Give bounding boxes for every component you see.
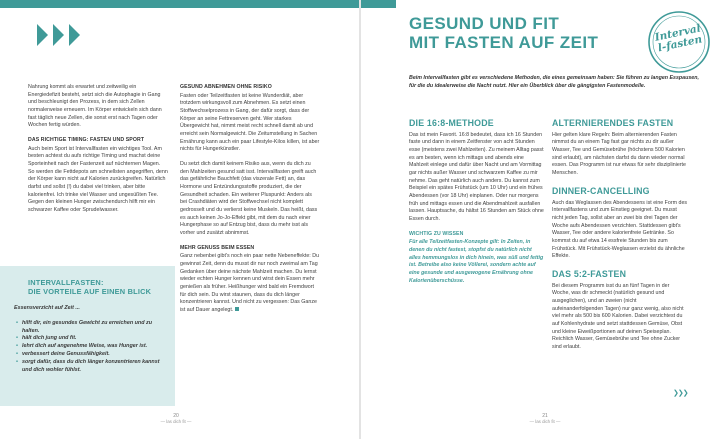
continue-arrows-icon: ❯❯❯: [673, 390, 688, 397]
right-page-number: 21: [542, 413, 548, 419]
dinner-cancelling-heading: DINNER-CANCELLING: [552, 185, 650, 196]
fasten-5-2-paragraph: Bei diesem Programm isst du an fünf Tagen in der Woche, was dir schmeckt (natürlich gesund und ausgeglichen), und an zweien (nicht aufeinanderfolgenden Tagen) nur ganz wenig, also nicht viel mehr als 500 bis 600 Kalorien. Dabei verzichtest du auf Kohlenhydrate und setzt stattdessen Gemüse, Obst und kleine Eiweißportionen auf deinen Speiseplan. Reichlich Wasser, Gemüsebrühe und Tee ohne Zucker sind erlaubt.: [552, 282, 684, 351]
right-top-bar: [361, 0, 396, 8]
benefit-item: • hält dich jung und fit.: [14, 335, 166, 343]
wichtig-paragraph: Für alle Teilzeitfasten-Konzepte gilt: In Zeiten, in denen du nicht fastest, stopfst du natürlich nicht alles hemmungslos in dich hinein, was süß und fettig ist. Betreibe also keine Völlerei, sondern achte auf eine gesunde und ausgewogene Ernährung ohne Kalorienüberschüsse.: [409, 239, 544, 284]
left-page-number: 20: [173, 413, 179, 419]
left-intro-paragraph: Nahrung kommt als erwartet und zeitweilig ein Energiedefizit besteht, setzt sich die Autophagie in Gang und beschleunigt den Prozess, in dem sich Zellen normalerweise erneuern. Im Körper entwickeln sich dann fast täglich neue Zellen, die sonst erst nach Tagen oder Wochen fertig würden.: [28, 84, 162, 129]
intervallfasten-stamp: [646, 9, 712, 75]
page-gutter: [359, 0, 361, 439]
right-footer: [525, 413, 565, 424]
mehr-genuss-heading: MEHR GENUSS BEIM ESSEN: [180, 244, 255, 251]
gesund-abnehmen-heading: GESUND ABNEHMEN OHNE RISIKO: [180, 84, 272, 90]
wichtig-heading: WICHTIG ZU WISSEN: [409, 230, 464, 237]
left-running-footer: — las dich fit —: [160, 419, 192, 424]
mehr-genuss-paragraph: Ganz nebenbei gibt's noch ein paar nette Nebeneffekte: Du gewinnst Zeit, denn du musst dir nur noch zweimal am Tag Gedanken über deine nächste Mahlzeit machen. Du lernst wieder echten Hunger kennen und wirst dein Essen mehr genießen als früher. Heißhunger wird bald ein Fremdwort für dich sein. Du wirst staunen, dass du dich länger konzentrieren kannst. Und nicht zu vergessen: Das Ganze ist auf Dauer angelegt.: [180, 253, 320, 313]
left-top-bar: [0, 0, 359, 8]
alternierendes-fasten-paragraph: Hier gelten klare Regeln: Beim alternierenden Fasten nimmst du an einem Tag fast gar nichts zu dir außer Wasser, Tee und Gemüsebrühe (höchstens 500 Kalorien sind erlaubt), am nächsten darfst du dann wieder normal essen. Das Programm ist nur etwas für sehr disziplinierte Menschen.: [552, 131, 686, 177]
benefits-box-title: INTERVALLFASTEN: DIE VORTEILE AUF EINEN BLICK: [28, 278, 152, 296]
benefit-item: • lehrt dich auf angenehme Weise, was Hunger ist.: [14, 343, 166, 351]
benefit-item: • verbessert deine Genussfähigkeit.: [14, 351, 166, 359]
gesund-abnehmen-paragraph-2: Du setzt dich damit keinem Risiko aus, wenn du dich zu den Mahlzeiten gesund satt isst. Intervallfasten greift auch das gefährliche Bauchfett (das viszerale Fett) an, das Hormone und Entzündungsstoffe produziert, die der Gesundheit schaden. Ein weiterer Pluspunkt: Anders als bei Crashdiäten wird der Stoffwechsel nicht komplett gedrosselt und du verlierst keine Muskeln. Das heißt, dass es auch keinen Jo-Jo-Effekt gibt, mit dem du nach einer Hungerphase so auf Entzug bist, dass du mehr isst als vorher und zusätzt abnimmst.: [180, 160, 318, 236]
stamp-text: Intervall-fasten: [653, 22, 704, 55]
left-column-1: [28, 84, 168, 222]
benefit-item: • hilft dir, ein gesundes Gewicht zu erreichen und zu halten.: [14, 320, 166, 336]
right-column-2: [552, 117, 688, 359]
alternierendes-fasten-heading: ALTERNIERENDES FASTEN: [552, 118, 674, 128]
right-running-footer: — las dich fit —: [529, 419, 561, 424]
method-16-8-heading: DIE 16:8-METHODE: [409, 118, 494, 128]
gesund-abnehmen-paragraph-1: Fasten oder Teilzeitfasten ist keine Wunderdiät, aber trotzdem wirkungsvoll zum Abnehmen. Es setzt einen Stoffwechselprozess in Gang, der dafür sorgt, dass der Körper an seine Fettreserven geht. Wer starkes Übergewicht hat, nimmt meist recht schnell damit ab und erreicht sein Normalgewicht. Die Zeitumstellung in Sachen Ernährung kann auch ein paar Lifestyle-Kilos killen, ist aber nichts für Hungerkünstler.: [180, 92, 320, 153]
right-intro: Beim Intervallfasten gibt es verschiedene Methoden, die eines gemeinsam haben: Sie führen zu langen Esspausen, für die du idealerweise die Nacht nutzt. Hier ein Überblick über die gängigsten Fastenmodelle.: [409, 75, 699, 89]
timing-paragraph: Auch beim Sport ist Intervallfasten ein wichtiges Tool. Am besten achtest du aufs richtige Timing und machst deine Sporteinheit nach der Fastenzeit auf nüchternen Magen. So werden die Fettdepots am schnellsten angegriffen, denn der Körper kann nicht auf Kalorien zurückgreifen. Natürlich darfst und sollst (!) du dabei viel trinken, aber bitte kalorienfrei. Ich trinke viel Wasser und ungesüßten Tee. Gegen den kleinen Hunger zwischendurch hilft mir ein schwarzer Kaffee oder Sprudelwasser.: [28, 145, 168, 213]
dinner-cancelling-paragraph: Auch das Weglassen des Abendessens ist eine Form des Intervallfastens und zum Einstieg geeignet. Du musst nicht jeden Tag, sollst aber an zwei bis drei Tagen der Woche aufs Abendessen verzichten. Stattdessen gibt's Wasser, Tee oder andere kalorienfreie Getränke. So kommst du auf etwa 14 essfreie Stunden bis zum Frühstück. Mit Frühstück-Weglassen erzielst du ähnliche Effekte.: [552, 199, 688, 260]
left-footer: [156, 413, 196, 424]
left-column-2: [180, 84, 320, 315]
benefits-list: [14, 305, 166, 375]
right-column-1: [409, 117, 544, 292]
page-title: GESUND UND FIT MIT FASTEN AUF ZEIT: [409, 14, 599, 53]
fasten-5-2-heading: DAS 5:2-FASTEN: [552, 268, 627, 279]
method-16-8-paragraph: Das ist mein Favorit. 16:8 bedeutet, dass ich 16 Stunden faste und dann in einem Zeitfenster von acht Stunden esse (meistens zwei Mahlzeiten). Zu meinem Alltag passt es am besten, wenn ich mittags und abends eine Mahlzeit einlege und dafür über Nacht und am Vormittag gar nichts außer Wasser und schwarzem Kaffee zu mir nehme. Das geht natürlich auch anders. Du kannst zum Beispiel ein spätes Frühstück (um 10 Uhr) und ein frühes Abendessen (vor 18 Uhr) einplanen. Oder nur morgens früh und mittags essen und die Abendmahlzeit ausfallen lassen. Hauptsache, du hältst 16 Stunden am Stück ohne Essen durch.: [409, 131, 544, 223]
end-square-icon: [235, 307, 239, 311]
benefit-item: • sorgt dafür, dass du dich länger konzentrieren kannst und dich wohler fühlst.: [14, 359, 166, 375]
timing-heading: DAS RICHTIGE TIMING: FASTEN UND SPORT: [28, 137, 145, 144]
benefits-lead: Essensverzicht auf Zeit ...: [14, 305, 80, 311]
